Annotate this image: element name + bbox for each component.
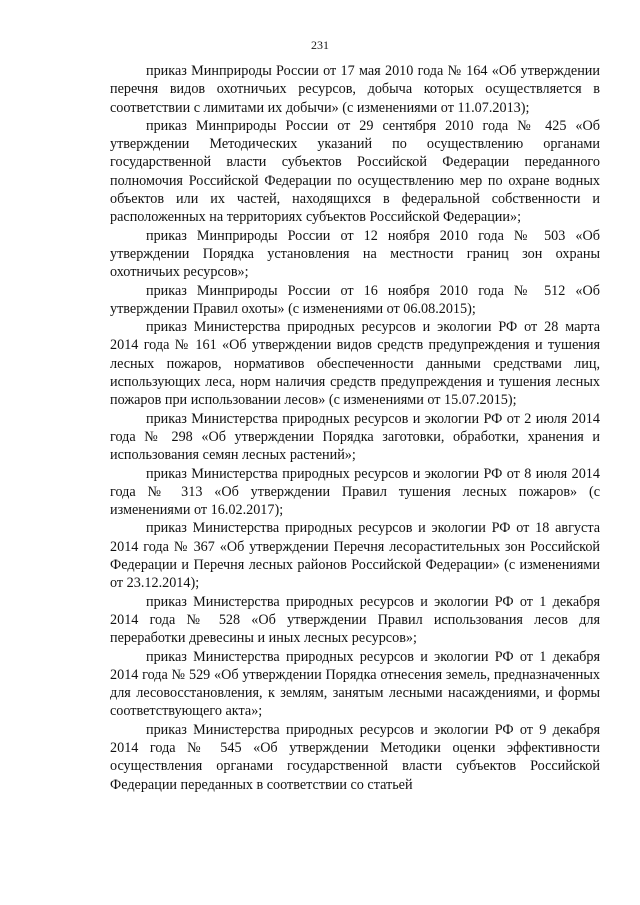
- order-paragraph-5: приказ Министерства природных ресурсов и экологии РФ от 28 марта 2014 года № 161 «Об утверждении видов средств предупреждения и тушения лесных пожаров, нормативов обеспеченности данными средствами лиц, использующих леса, норм наличия средств предупреждения и тушения лесных пожаров при использовании лесов» (с изменениями от 15.07.2015);: [110, 319, 600, 409]
- order-paragraph-2: приказ Минприроды России от 29 сентября 2010 года № 425 «Об утверждении Методических указаний по осуществлению органами государственной власти субъектов Российской Федерации переданного полномочия Российской Федерации по осуществлению мер по охране водных объектов или их частей, находящихся в федеральной собственности и расположенных на территориях субъектов Российской Федерации»;: [110, 117, 600, 226]
- order-paragraph-1: приказ Минприроды России от 17 мая 2010 года № 164 «Об утверждении перечня видов охотничьих ресурсов, добыча которых осуществляется в соответствии с лимитами их добычи» (с изменениями от 11.07.2013);: [110, 63, 600, 116]
- order-paragraph-9: приказ Министерства природных ресурсов и экологии РФ от 1 декабря 2014 года № 528 «Об утверждении Правил использования лесов для переработки древесины и иных лесных ресурсов»;: [110, 593, 600, 647]
- order-paragraph-8: приказ Министерства природных ресурсов и экологии РФ от 18 августа 2014 года № 367 «Об утверждении Перечня лесорастительных зон Российской Федерации и Перечня лесных районов Российской Федерации» (с изменениями от 23.12.2014);: [110, 520, 600, 592]
- order-paragraph-4: приказ Минприроды России от 16 ноября 2010 года № 512 «Об утверждении Правил охоты» (с изменениями от 06.08.2015);: [110, 282, 600, 317]
- order-paragraph-3: приказ Минприроды России от 12 ноября 2010 года № 503 «Об утверждении Порядка установления на местности границ зон охраны охотничьих ресурсов»;: [110, 227, 600, 281]
- page-number: 231: [311, 38, 329, 52]
- order-paragraph-10: приказ Министерства природных ресурсов и экологии РФ от 1 декабря 2014 года № 529 «Об утверждении Порядка отнесения земель, предназначенных для лесовосстановления, к землям, занятым лесными насаждениями, и формы соответствующего акта»;: [110, 648, 600, 720]
- document-body: [110, 62, 600, 794]
- order-paragraph-7: приказ Министерства природных ресурсов и экологии РФ от 8 июля 2014 года № 313 «Об утверждении Правил тушения лесных пожаров» (с изменениями от 16.02.2017);: [110, 465, 600, 519]
- order-paragraph-11: приказ Министерства природных ресурсов и экологии РФ от 9 декабря 2014 года № 545 «Об утверждении Методики оценки эффективности осуществления органами государственной власти субъектов Российской Федерации переданных в соответствии со статьей: [110, 721, 600, 793]
- order-paragraph-6: приказ Министерства природных ресурсов и экологии РФ от 2 июля 2014 года № 298 «Об утверждении Порядка заготовки, обработки, хранения и использования семян лесных растений»;: [110, 410, 600, 464]
